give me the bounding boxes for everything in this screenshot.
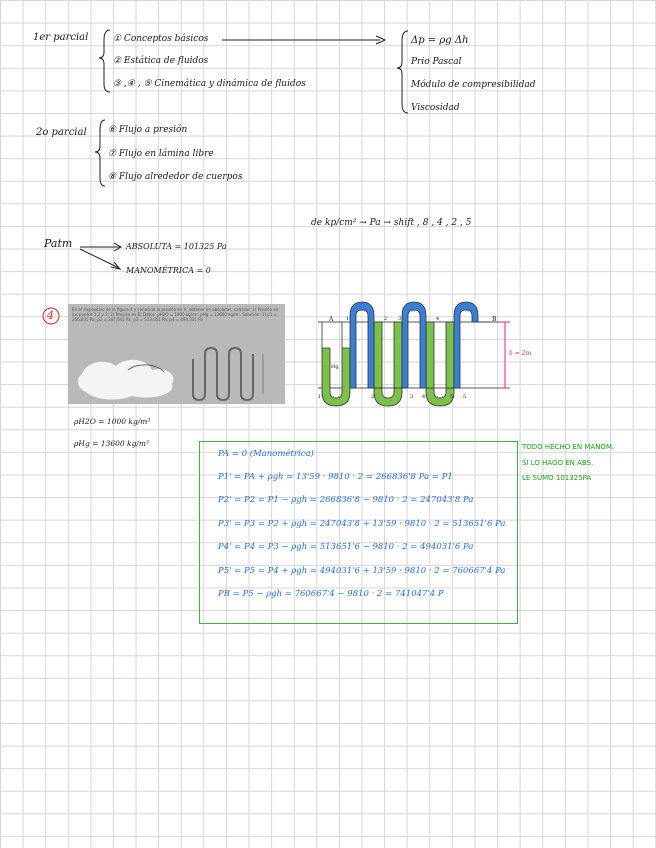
section1-item: ① Conceptos básicos [113, 34, 209, 44]
solution-line: PB = P5 − ρgh = 760667'4 − 9810 · 2 = 741047'4 P [218, 589, 444, 599]
density-water: ρH2O = 1000 kg/m³ [74, 417, 151, 426]
problem-number: 4 [47, 309, 54, 322]
label-height: h = 2m [509, 350, 532, 357]
solution-line: P1' = PA + ρgh = 13'59 · 9810 · 2 = 266836'8 Pa = P1 [218, 472, 453, 482]
brace-topics [397, 31, 408, 113]
patm-arrow-man [80, 249, 119, 268]
patm-manometrica: MANOMÉTRICA = 0 [126, 266, 211, 275]
solution-line: PA = 0 (Manométrica) [218, 449, 314, 459]
point-label: 2 [384, 316, 388, 322]
section2-label: 2o parcial [36, 127, 87, 138]
patm-label: Patm [44, 237, 73, 250]
section1-item: ② Estática de fluidos [113, 56, 209, 66]
note-line: LE SUMO 101325PA [522, 474, 592, 482]
note-line: TODO HECHO EN MANOM. [522, 443, 615, 451]
water-u2 [402, 302, 426, 388]
point-label: 1' [318, 394, 323, 400]
topic-item: Viscosidad [411, 103, 460, 113]
problem-number-circle [43, 308, 59, 324]
label-b: B [492, 316, 497, 323]
point-label: 3' [398, 316, 403, 322]
conversion-note: de kp/cm² → Pa → shift , 8 , 4 , 2 , 5 [311, 218, 472, 228]
point-label: 4 [436, 316, 440, 322]
label-a: A [329, 316, 334, 323]
point-label: 5 [463, 394, 467, 400]
photo-text: En el dispositivo de la figura 4 y conocida la presión en A, obtener en absolutas, calcular: 1) Presión en los puntos 1,2 y 3. 2) Presión en B. Datos: ρH2O = 1000 kg/m³; ρHg = 13600 kg/m³. Solución: 1) p1 = 266,835 Pa; p2 = 247,041 Pa; p3 = 513,651 Pa; p4 = 494,031 Pa [72, 307, 279, 322]
mercury-u1 [322, 348, 350, 406]
solution-line: P3' = P3 = P2 + ρgh = 247043'8 + 13'59 · 9810 · 2 = 513651'6 Pa [218, 519, 506, 529]
point-label: 3 [410, 394, 414, 400]
solution-box [199, 441, 518, 624]
solution-line: P5' = P5 = P4 + ρgh = 494031'6 + 13'59 · 9810 · 2 = 760667'4 Pa [218, 566, 506, 576]
section1-label: 1er parcial [33, 32, 89, 43]
section2-item: ⑧ Flujo alrededor de cuerpos [108, 172, 243, 182]
label-hg: Hg [331, 364, 339, 370]
point-label: 2' [371, 394, 376, 400]
mercury-col [446, 322, 454, 388]
point-label: 4' [422, 394, 427, 400]
mercury-col [394, 322, 402, 388]
mercury-u2 [374, 388, 402, 406]
topic-item: Módulo de compresibilidad [411, 80, 536, 90]
density-mercury: ρHg = 13600 kg/m³ [74, 439, 150, 448]
water-u3 [454, 302, 478, 388]
brace-section2 [95, 120, 105, 186]
arrow-head-icon [111, 262, 120, 269]
topic-item: Δp = ρg Δh [411, 35, 469, 46]
brace-section1 [99, 30, 110, 92]
section2-item: ⑦ Flujo en lámina libre [108, 149, 214, 159]
patm-absoluta: ABSOLUTA = 101325 Pa [126, 242, 227, 251]
topic-item: Prio Pascal [411, 57, 462, 67]
section2-item: ⑥ Flujo a presión [108, 125, 188, 135]
solution-line: P4' = P4 = P3 − ρgh = 513651'6 − 9810 · 2 = 494031'6 Pa [218, 542, 474, 552]
solution-line: P2' = P2 = P1 − ρgh = 266836'8 − 9810 · 2 = 247043'8 Pa [218, 495, 474, 505]
point-label: 1 [346, 316, 350, 322]
water-u1 [350, 302, 374, 388]
section1-item: ③ ,④ , ⑤ Cinemática y dinámica de fluidos [113, 79, 306, 89]
mercury-col [426, 322, 434, 388]
note-line: SI LO HAGO EN ABS. [522, 459, 594, 467]
mercury-col [374, 322, 382, 388]
point-label: 5' [450, 394, 455, 400]
